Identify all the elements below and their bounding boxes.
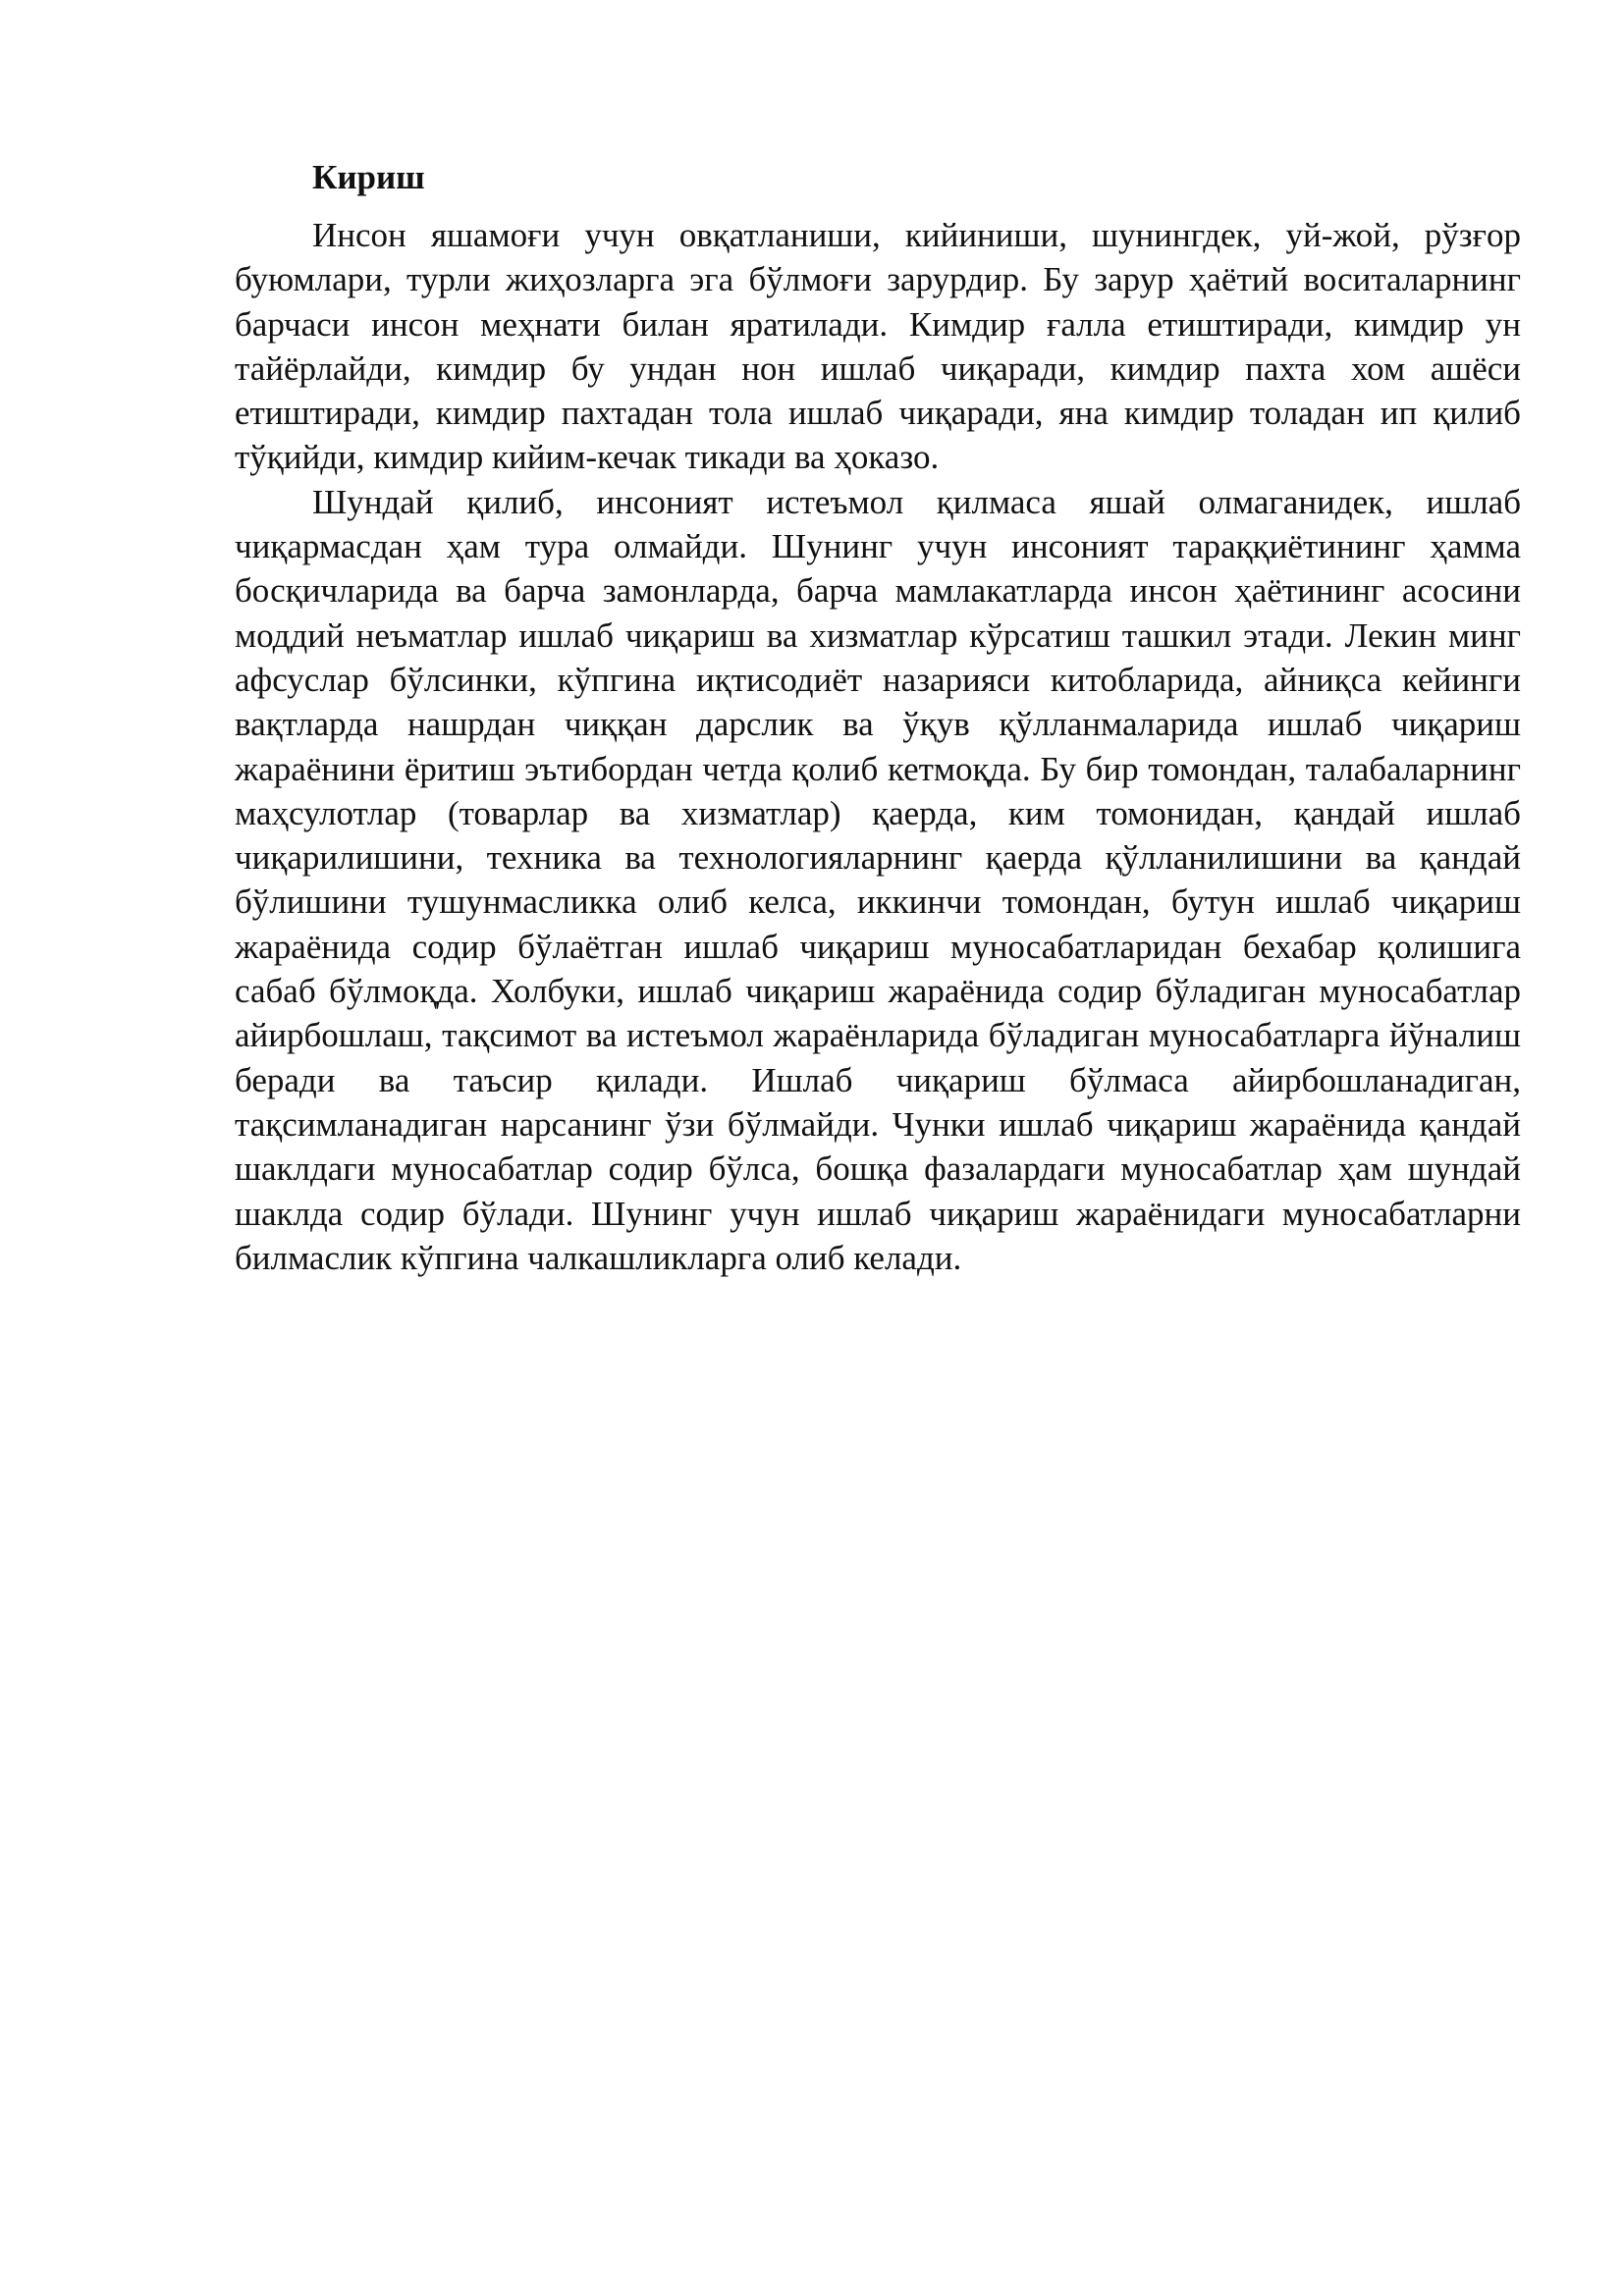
document-body <box>235 155 1521 1280</box>
paragraph-1: Инсон яшамоғи учун овқатланиши, кийиниши, шунингдек, уй-жой, рўзғор буюмлари, турли жиҳозларга эга бўлмоғи зарурдир. Бу зарур ҳаётий воситаларнинг барчаси инсон меҳнати билан яратилади. Кимдир ғалла етиштиради, кимдир ун тайёрлайди, кимдир бу ундан нон ишлаб чиқаради, кимдир пахта хом ашёси етиштиради, кимдир пахтадан тола ишлаб чиқаради, яна кимдир толадан ип қилиб тўқийди, кимдир кийим-кечак тикади ва ҳоказо. <box>235 216 1521 477</box>
paragraph-2: Шундай қилиб, инсоният истеъмол қилмаса яшай олмаганидек, ишлаб чиқармасдан ҳам тура олмайди. Шунинг учун инсоният тараққиётининг ҳамма босқичларида ва барча замонларда, барча мамлакатларда инсон ҳаётининг асосини моддий неъматлар ишлаб чиқариш ва хизматлар кўрсатиш ташкил этади. Лекин минг афсуслар бўлсинки, кўпгина иқтисодиёт назарияси китобларида, айниқса кейинги вақтларда нашрдан чиққан дарслик ва ўқув қўлланмаларида ишлаб чиқариш жараёнини ёритиш эътибордан четда қолиб кетмоқда. Бу бир томондан, талабаларнинг маҳсулотлар (товарлар ва хизматлар) қаерда, ким томонидан, қандай ишлаб чиқарилишини, техника ва технологияларнинг қаерда қўлланилишини ва қандай бўлишини тушунмасликка олиб келса, иккинчи томондан, бутун ишлаб чиқариш жараёнида содир бўлаётган ишлаб чиқариш муносабатларидан бехабар қолишига сабаб бўлмоқда. Холбуки, ишлаб чиқариш жараёнида содир бўладиган муносабатлар айирбошлаш, тақсимот ва истеъмол жараёнларида бўладиган муносабатларга йўналиш беради ва таъсир қилади. Ишлаб чиқариш бўлмаса айирбошланадиган, тақсимланадиган нарсанинг ўзи бўлмайди. Чунки ишлаб чиқариш жараёнида қандай шаклдаги муносабатлар содир бўлса, бошқа фазалардаги муносабатлар ҳам шундай шаклда содир бўлади. Шунинг учун ишлаб чиқариш жараёнидаги муносабатларни билмаслик кўпгина чалкашликларга олиб келади. <box>235 482 1521 1277</box>
section-heading: Кириш <box>312 158 425 196</box>
